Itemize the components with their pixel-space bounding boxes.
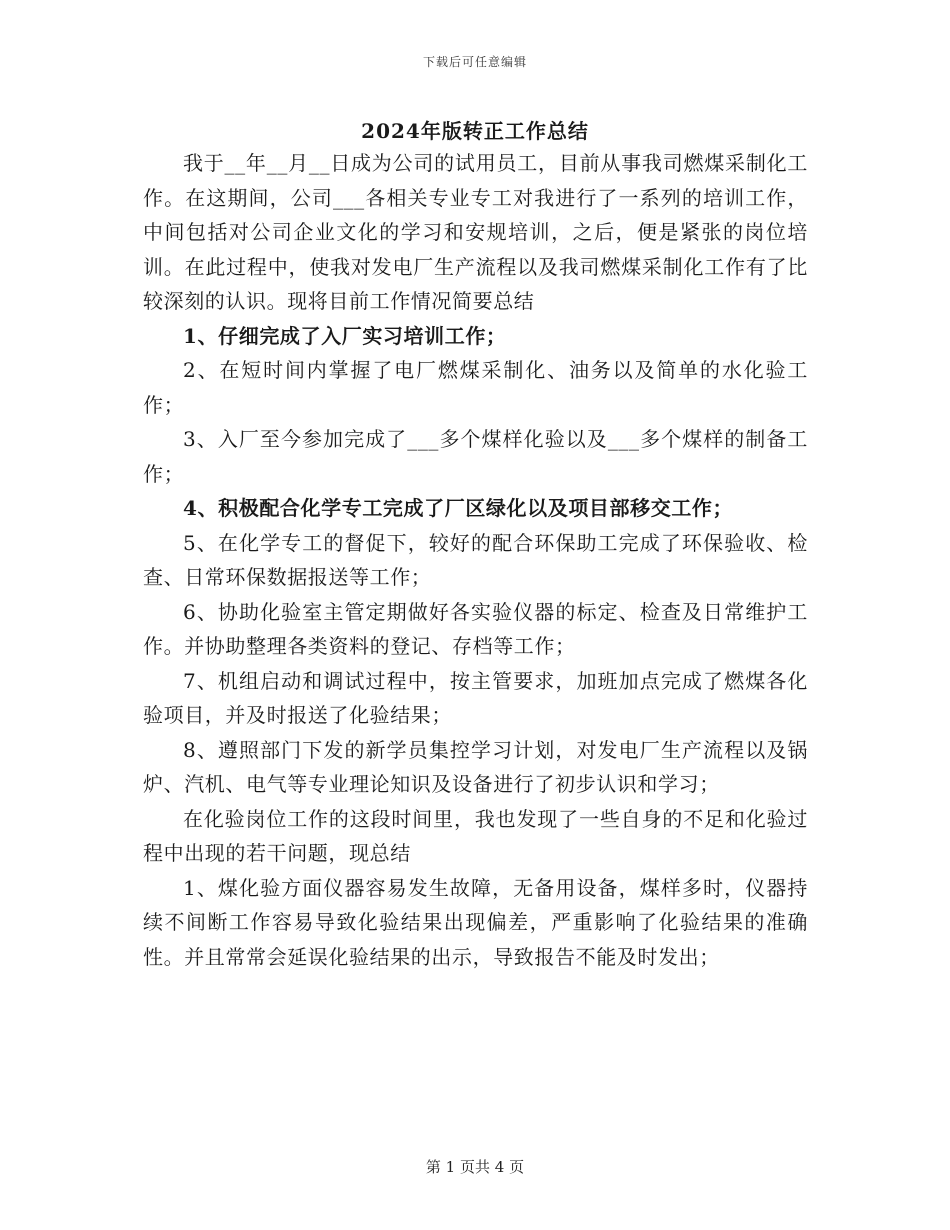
page-header: 下载后可任意编辑 [422,55,527,69]
page-footer: 第 1 页共 4 页 [425,1158,525,1176]
paragraph-item-4: 4、积极配合化学专工完成了厂区绿化以及项目部移交工作； [183,496,734,520]
paragraph-item-6: 6、协助化验室主管定期做好各实验仪器的标定、检查及日常维护工作。并协助整理各类资料的登记、存档等工作； [143,599,808,658]
paragraph-problem-1: 1、煤化验方面仪器容易发生故障，无备用设备，煤样多时，仪器持续不间断工作容易导致化验结果出现偏差，严重影响了化验结果的准确性。并且常常会延误化验结果的出示，导致报告不能及时发出； [143,875,808,969]
paragraph-item-1: 1、仔细完成了入厂实习培训工作； [183,323,507,348]
paragraph-intro: 我于__年__月__日成为公司的试用员工，目前从事我司燃煤采制化工作。在这期间，公司___各相关专业专工对我进行了一系列的培训工作，中间包括对公司企业文化的学习和安规培训，之后，便是紧张的岗位培训。在此过程中，使我对发电厂生产流程以及我司燃煤采制化工作有了比较深刻的认识。现将目前工作情况简要总结 [143,151,808,313]
document-body [143,146,808,974]
paragraph-item-5: 5、在化学专工的督促下，较好的配合环保助工完成了环保验收、检查、日常环保数据报送等工作； [143,530,808,589]
paragraph-item-8: 8、遵照部门下发的新学员集控学习计划，对发电厂生产流程以及锅炉、汽机、电气等专业理论知识及设备进行了初步认识和学习； [143,737,808,796]
paragraph-item-7: 7、机组启动和调试过程中，按主管要求，加班加点完成了燃煤各化验项目，并及时报送了化验结果； [143,668,808,727]
paragraph-item-3: 3、入厂至今参加完成了___多个煤样化验以及___多个煤样的制备工作； [143,427,808,486]
paragraph-item-2: 2、在短时间内掌握了电厂燃煤采制化、油务以及简单的水化验工作； [143,358,808,417]
paragraph-problems-intro: 在化验岗位工作的这段时间里，我也发现了一些自身的不足和化验过程中出现的若干问题，现总结 [143,806,808,865]
document-title: 2024年版转正工作总结 [361,119,589,143]
